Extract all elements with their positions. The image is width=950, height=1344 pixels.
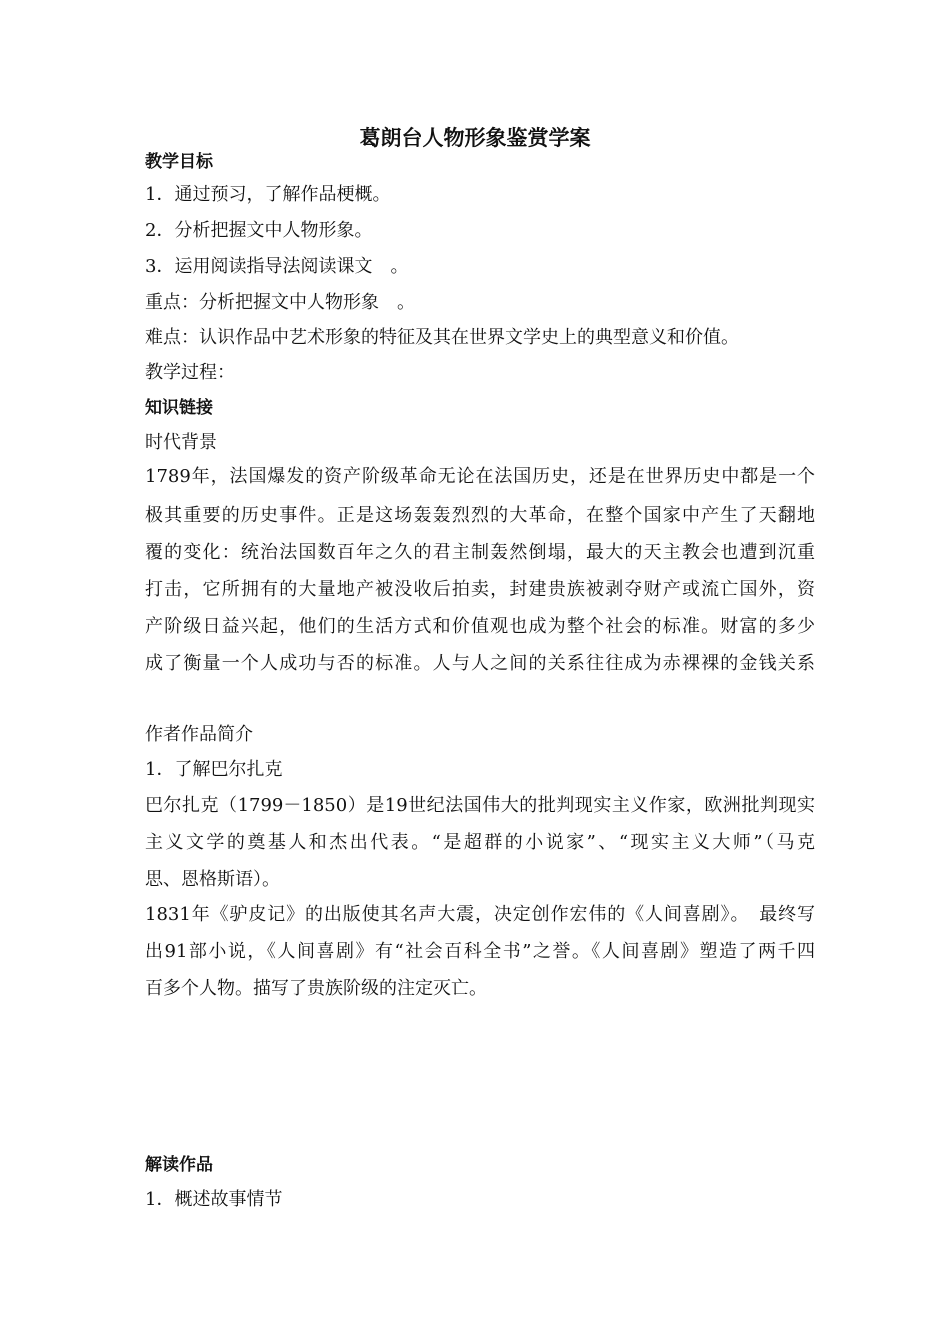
key-point: 重点：分析把握文中人物形象 。 xyxy=(145,292,415,313)
background-heading: 时代背景 xyxy=(145,432,217,453)
author-paragraph-line: 思、恩格斯语）。 xyxy=(145,869,280,890)
document-title: 葛朗台人物形象鉴赏学案 xyxy=(359,126,591,150)
work-paragraph-line: 出91部小说，《人间喜剧》有“社会百科全书”之誉。《人间喜剧》塑造了两千四 xyxy=(145,941,815,962)
objective-item: 3．运用阅读指导法阅读课文 。 xyxy=(145,256,409,277)
difficult-point: 难点：认识作品中艺术形象的特征及其在世界文学史上的典型意义和价值。 xyxy=(145,327,739,348)
work-paragraph-line: 百多个人物。描写了贵族阶级的注定灭亡。 xyxy=(145,978,487,999)
background-paragraph-line: 覆的变化：统治法国数百年之久的君主制轰然倒塌，最大的天主教会也遭到沉重 xyxy=(145,542,815,563)
background-paragraph-line: 打击，它所拥有的大量地产被没收后拍卖，封建贵族被剥夺财产或流亡国外，资 xyxy=(145,579,815,600)
background-paragraph-line: 成了衡量一个人成功与否的标准。人与人之间的关系往往成为赤裸裸的金钱关系 xyxy=(145,653,815,674)
objectives-heading: 教学目标 xyxy=(145,152,213,172)
work-paragraph-line: 1831年《驴皮记》的出版使其名声大震，决定创作宏伟的《人间喜剧》。 最终写 xyxy=(145,904,815,925)
background-paragraph-line: 1789年，法国爆发的资产阶级革命无论在法国历史，还是在世界历史中都是一个 xyxy=(145,466,815,487)
reading-item: 1．概述故事情节 xyxy=(145,1189,283,1210)
author-paragraph-line: 巴尔扎克（1799－1850）是19世纪法国伟大的批判现实主义作家，欧洲批判现实 xyxy=(145,795,815,816)
background-paragraph-line: 极其重要的历史事件。正是这场轰轰烈烈的大革命，在整个国家中产生了天翻地 xyxy=(145,505,815,526)
author-heading: 作者作品简介 xyxy=(145,724,253,745)
author-subheading: 1．了解巴尔扎克 xyxy=(145,759,283,780)
objective-item: 1．通过预习，了解作品梗概。 xyxy=(145,184,391,205)
reading-heading: 解读作品 xyxy=(145,1155,213,1175)
process-label: 教学过程： xyxy=(145,362,235,383)
objective-item: 2．分析把握文中人物形象。 xyxy=(145,220,373,241)
background-paragraph-line: 产阶级日益兴起，他们的生活方式和价值观也成为整个社会的标准。财富的多少 xyxy=(145,616,815,637)
author-paragraph-line: 主义文学的奠基人和杰出代表。“是超群的小说家”、“现实主义大师”（马克 xyxy=(145,832,815,853)
knowledge-heading: 知识链接 xyxy=(145,398,213,418)
